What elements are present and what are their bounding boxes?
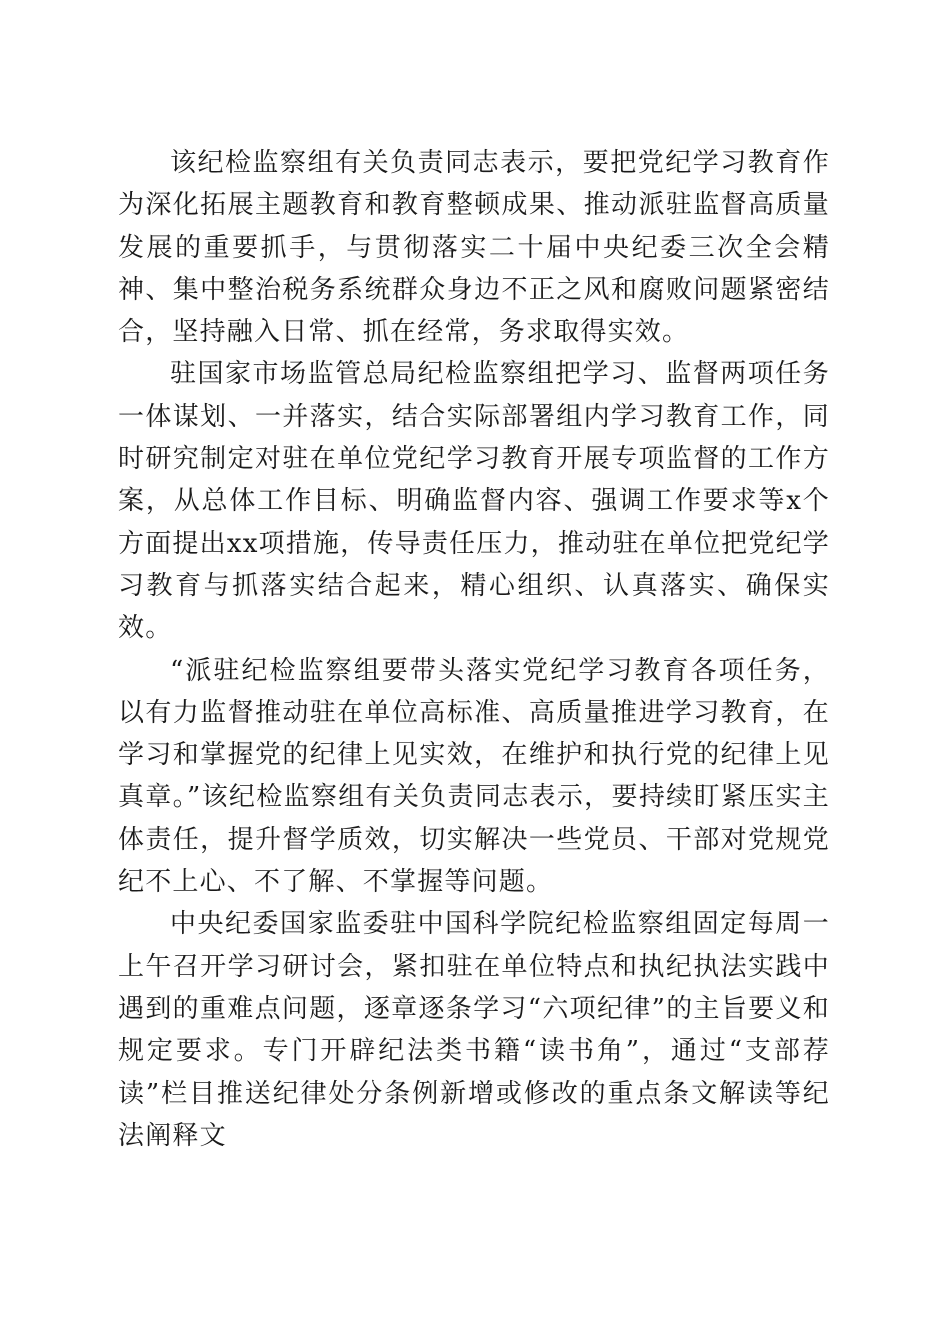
paragraph: “派驻纪检监察组要带头落实党纪学习教育各项任务，以有力监督推动驻在单位高标准、高质量推进学习教育，在学习和掌握党的纪律上见实效，在维护和执行党的纪律上见真章。”该纪检监察组有关负责同志表示，要持续盯紧压实主体责任，提升督学质效，切实解决一些党员、干部对党规党纪不上心、不了解、不掌握等问题。 bbox=[118, 655, 830, 898]
paragraph: 该纪检监察组有关负责同志表示，要把党纪学习教育作为深化拓展主题教育和教育整顿成果、推动派驻监督高质量发展的重要抓手，与贯彻落实二十届中央纪委三次全会精神、集中整治税务系统群众身边不正之风和腐败问题紧密结合，坚持融入日常、抓在经常，务求取得实效。 bbox=[118, 148, 830, 348]
paragraph: 驻国家市场监管总局纪检监察组把学习、监督两项任务一体谋划、一并落实，结合实际部署组内学习教育工作，同时研究制定对驻在单位党纪学习教育开展专项监督的工作方案，从总体工作目标、明确监督内容、强调工作要求等x个方面提出xx项措施，传导责任压力，推动驻在单位把党纪学习教育与抓落实结合起来，精心组织、认真落实、确保实效。 bbox=[118, 359, 830, 644]
paragraph: 中央纪委国家监委驻中国科学院纪检监察组固定每周一上午召开学习研讨会，紧扣驻在单位特点和执纪执法实践中遇到的重难点问题，逐章逐条学习“六项纪律”的主旨要义和规定要求。专门开辟纪法类书籍“读书角”，通过“支部荐读”栏目推送纪律处分条例新增或修改的重点条文解读等纪法阐释文 bbox=[118, 909, 830, 1151]
document-body bbox=[118, 142, 830, 1157]
